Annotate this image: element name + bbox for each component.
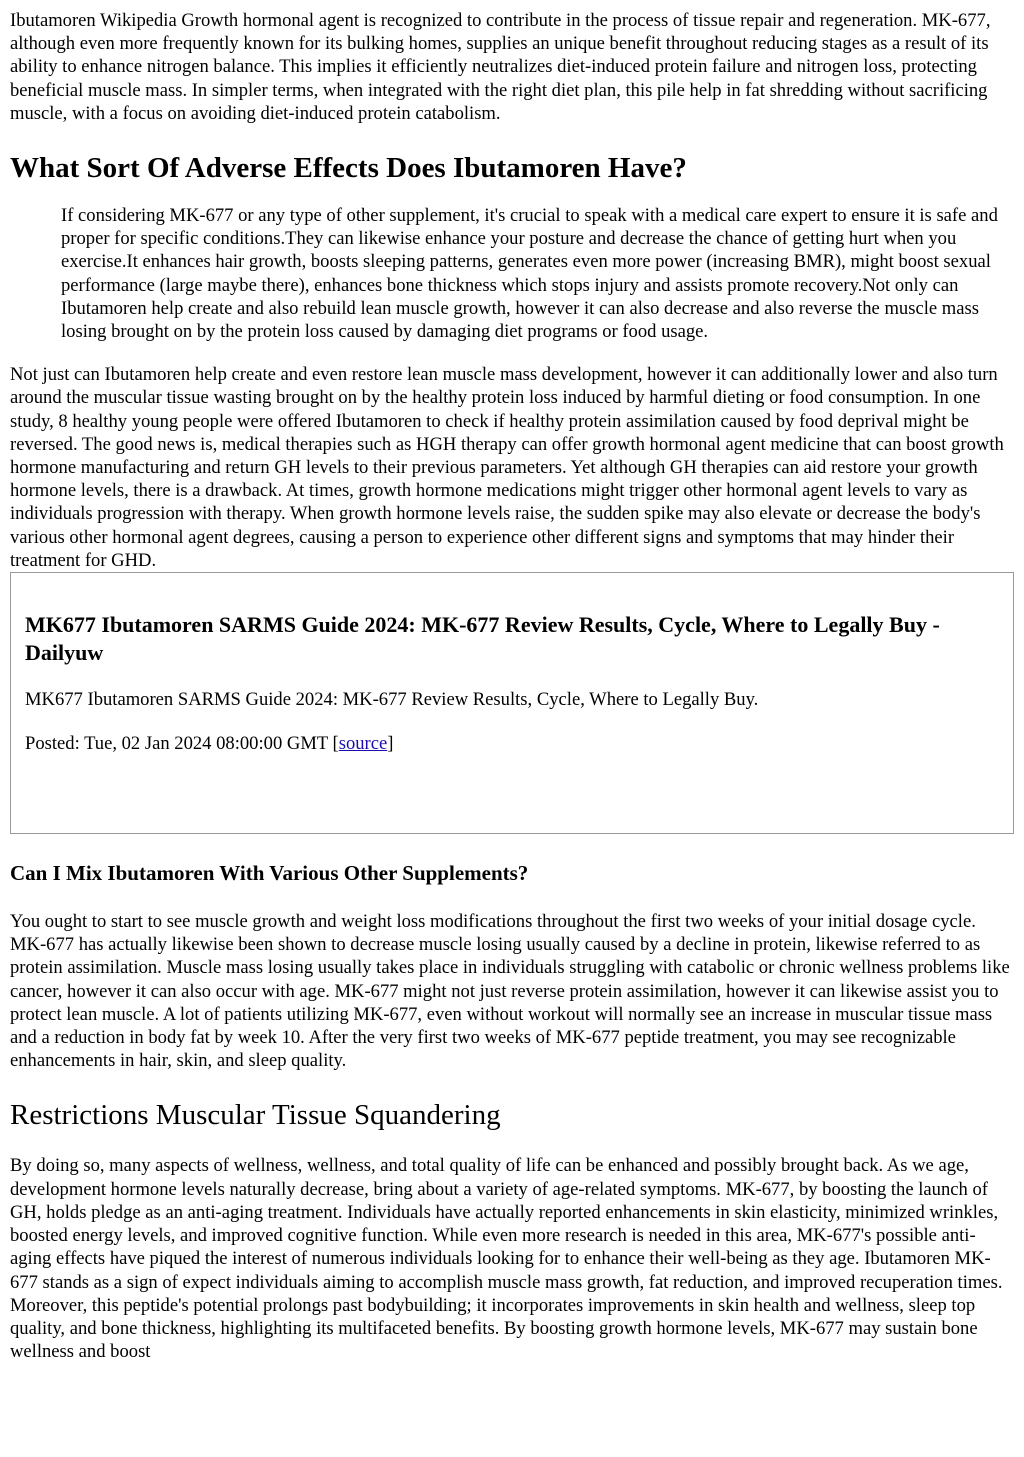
paragraph-muscle-growth: You ought to start to see muscle growth and weight loss modifications throughout the first two weeks of your initial dosage cycle. MK-677 has actually likewise been shown to decrease muscle losing usually caused by a decline in protein, likewise referred to as protein assimilation. Muscle mass losing usually takes place in individuals struggling with catabolic or chronic wellness problems like cancer, however it can also occur with age. MK-677 might not just reverse protein assimilation, however it can likewise assist you to protect lean muscle. A lot of patients utilizing MK-677, even without workout will normally see an increase in muscular tissue mass and a reduction in body fat by week 10. After the very first two weeks of MK-677 peptide treatment, you may see recognizable enhancements in hair, skin, and sleep quality.	[10, 911, 1010, 1072]
news-card	[10, 572, 1014, 834]
blockquote: If considering MK-677 or any type of other supplement, it's crucial to speak with a medical care expert to ensure it is safe and proper for specific conditions.They can likewise enhance your posture and decrease the chance of getting hurt when you exercise.It enhances hair growth, boosts sleeping patterns, generates even more power (increasing BMR), might boost sexual performance (large maybe there), enhances bone thickness which stops injury and assists promote recovery.Not only can Ibutamoren help create and also rebuild lean muscle growth, however it can also decrease and also reverse the muscle mass losing brought on by the protein loss caused by damaging diet programs or food usage.	[61, 205, 998, 343]
posted-bracket: ]	[387, 733, 394, 755]
posted-date: Posted: Tue, 02 Jan 2024 08:00:00 GMT [	[25, 733, 339, 755]
paragraph-wellness: By doing so, many aspects of wellness, wellness, and total quality of life can be enhanced and possibly brought back. As we age, development hormone levels naturally decrease, bring about a variety of age-related symptoms. MK-677, by boosting the launch of GH, holds pledge as an anti-aging treatment. Individuals have actually reported enhancements in skin elasticity, minimized wrinkles, boosted energy levels, and improved cognitive function. While even more research is needed in this area, MK-677's possible anti-aging effects have piqued the interest of numerous individuals looking for to enhance their well-being as they age. Ibutamoren MK-677 stands as a sign of expect individuals aiming to accomplish muscle mass growth, fat reduction, and improved recuperation times. Moreover, this peptide's potential prolongs past bodybuilding; it incorporates improvements in skin health and wellness, sleep top quality, and bone thickness, highlighting its multifaceted benefits. By boosting growth hormone levels, MK-677 may sustain bone wellness and boost	[10, 1155, 1003, 1363]
intro-paragraph: Ibutamoren Wikipedia Growth hormonal agent is recognized to contribute in the process of tissue repair and regeneration. MK-677, although even more frequently known for its bulking homes, supplies an unique benefit throughout reducing stages as a result of its ability to enhance nitrogen balance. This implies it efficiently neutralizes diet-induced protein failure and nitrogen loss, protecting beneficial muscle mass. In simpler terms, when integrated with the right diet plan, this pile help in fat shredding without sacrificing muscle, with a focus on avoiding diet-induced protein catabolism.	[10, 10, 991, 124]
news-title: MK677 Ibutamoren SARMS Guide 2024: MK-677 Review Results, Cycle, Where to Legally Buy - Dailyuw	[25, 612, 940, 666]
heading-restrictions: Restrictions Muscular Tissue Squandering	[10, 1099, 501, 1132]
paragraph-lean-muscle: Not just can Ibutamoren help create and even restore lean muscle mass development, however it can additionally lower and also turn around the muscular tissue wasting brought on by the healthy protein loss induced by harmful dieting or food consumption. In one study, 8 healthy young people were offered Ibutamoren to check if healthy protein assimilation caused by food deprival might be reversed. The good news is, medical therapies such as HGH therapy can offer growth hormonal agent medicine that can boost growth hormone manufacturing and return GH levels to their previous parameters. Yet although GH therapies can aid restore your growth hormone levels, there is a drawback. At times, growth hormone medications might trigger other hormonal agent levels to vary as individuals progression with therapy. When growth hormone levels raise, the sudden spike may also elevate or decrease the body's various other hormonal agent degrees, causing a person to experience other different signs and symptoms that may hinder their treatment for GHD.	[10, 364, 1004, 571]
heading-mix-supplements: Can I Mix Ibutamoren With Various Other Supplements?	[10, 861, 529, 886]
heading-adverse-effects: What Sort Of Adverse Effects Does Ibutamoren Have?	[10, 152, 687, 185]
article	[0, 9, 1024, 1363]
news-posted	[25, 732, 999, 755]
source-link[interactable]: source	[338, 733, 388, 755]
news-description: MK677 Ibutamoren SARMS Guide 2024: MK-677 Review Results, Cycle, Where to Legally Buy.	[25, 689, 759, 711]
